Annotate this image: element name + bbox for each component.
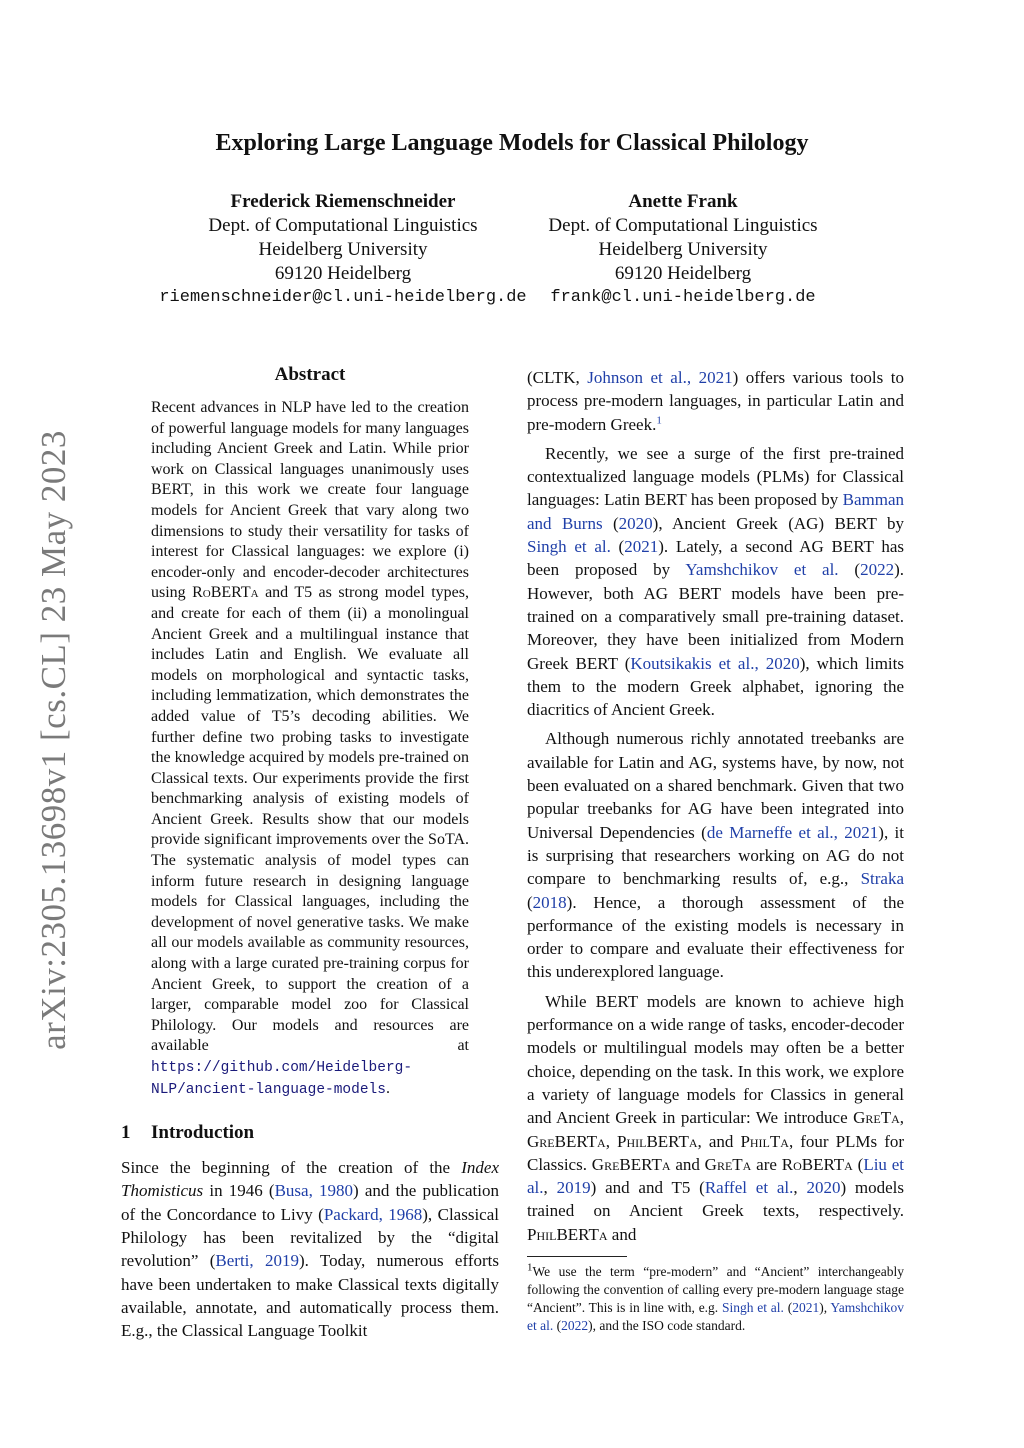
model-name: RoBERTa: [192, 584, 259, 602]
citation-year[interactable]: 2018: [532, 892, 567, 912]
text: are: [756, 1154, 777, 1174]
model-name: GrεTa: [853, 1108, 900, 1128]
text: We use the term “pre-modern” and “Ancient” interchangeably following the convention of calling every pre-modern language stage “Ancient”. This is in line with, e.g.: [527, 1263, 904, 1315]
citation-year[interactable]: 2022: [860, 560, 895, 580]
text: in 1946 (: [209, 1181, 275, 1201]
author-name: Anette Frank: [628, 191, 738, 212]
model-name: PhilBERTa: [527, 1224, 608, 1244]
section-title-text: Introduction: [151, 1122, 255, 1144]
intro-paragraph-1-continued: [527, 366, 904, 436]
citation-year[interactable]: 2022: [561, 1317, 589, 1333]
abstract-text: Recent advances in NLP have led to the creation of powerful language models for many languages including Ancient Greek and Latin. While prior work on Classical languages unanimously uses BERT, in this work we create four language models for Ancient Greek that vary along two dimensions to study their versatility for tasks of interest for Classical languages: we explore (i) encoder-only and encoder-decoder architectures using: [151, 399, 469, 602]
text: ) and the publication of the Concordance to Livy (: [121, 1181, 499, 1224]
model-name: PhilBERTa: [617, 1131, 698, 1151]
citation-link[interactable]: Raffel et al.: [704, 1178, 794, 1198]
author-name: Frederick Riemenschneider: [230, 191, 456, 212]
footnote-number: 1: [527, 1261, 533, 1274]
text: ). However, both AG BERT models have been pre-trained on a comparatively small pre-training dataset. Moreover, they have been initialized from Modern Greek BERT (: [527, 560, 904, 673]
left-column: [121, 364, 499, 1343]
citation-link[interactable]: Johnson et al., 2021: [587, 368, 733, 387]
citation-link[interactable]: de Marneffe et al., 2021: [706, 822, 879, 842]
text: ) models trained on Ancient Greek texts, respectively.: [527, 1178, 905, 1221]
model-name: GrεTa: [704, 1154, 752, 1174]
text: ), which limits them to the modern Greek alphabet, ignoring the diacritics of Ancient Greek.: [527, 653, 904, 720]
section-heading: [121, 1122, 499, 1144]
text: ), it is surprising that researchers working on AG do not compare to benchmarking results of, e.g.,: [527, 822, 904, 889]
model-name: PhilTa: [740, 1131, 789, 1151]
intro-paragraph-3: Although numerous richly annotated treebanks are available for Latin and AG, systems have, by now, not been evaluated on a shared benchmark. Given that two popular treebanks for AG have been integrated into Universal Dependencies (de Marneffe et al., 2021), it is surprising that researchers working on AG do not compare to benchmarking results of, e.g., Straka (2018). Hence, a thorough assessment of the performance of the existing models is necessary in order to compare and evaluate their effectiveness for this underexplored language.: [527, 729, 905, 982]
author-univ: Heidelberg University: [258, 239, 428, 260]
author-email[interactable]: frank@cl.uni-heidelberg.de: [550, 288, 816, 307]
text: four PLMs for Classics.: [527, 1131, 905, 1174]
italic-term: Index Thomisticus: [121, 1158, 499, 1201]
intro-paragraph-2: Recently, we see a surge of the first pre-trained contextualized language models (PLMs) for Classical languages: Latin BERT has been proposed by Bamman and Burns (2020), Ancient Greek (AG) BERT by Singh et al. (2021). Lately, a second AG BERT has been proposed by Yamshchikov et al. (2022). However, both AG BERT models have been pre-trained on a comparatively small pre-training dataset. Moreover, they have been initialized from Modern Greek BERT (Koutsikakis et al., 2020), which limits them to the modern Greek alphabet, ignoring the diacritics of Ancient Greek.: [527, 443, 904, 720]
citation-link[interactable]: Liu et al.: [527, 1154, 905, 1198]
text: (CLTK,: [527, 368, 580, 387]
author-block-2: [530, 190, 836, 310]
footnote-marker[interactable]: 1: [656, 413, 662, 426]
arxiv-identifier-text: arXiv:2305.13698v1 [cs.CL] 23 May 2023: [34, 430, 74, 1050]
text: and: [708, 1131, 734, 1151]
author-dept: Dept. of Computational Linguistics: [548, 215, 818, 236]
model-name: GrεBERTa: [527, 1131, 606, 1151]
section-number: 1: [121, 1122, 131, 1144]
citation-link[interactable]: Singh et al.: [721, 1299, 784, 1315]
author-univ: Heidelberg University: [598, 239, 768, 260]
author-city: 69120 Heidelberg: [274, 263, 412, 284]
abstract-text: and T5 as strong model types, and create for each of them (ii) a monolingual Ancient Greek and a multilingual instance that includes Latin and English. We evaluate all models on morphological and syntactic tasks, including lemmatization, which demonstrates the added value of T5’s decoding abilities. We further define two probing tasks to investigate the knowledge acquired by models pre-trained on Classical texts. Our experiments provide the first benchmarking analysis of existing models of Ancient Greek. Results show that our models provide significant improvements over the SoTA. The systematic analysis of model types can inform future research in designing language models for Classical languages, including the development of novel generative tasks. We make all our models available as community resources, along with a large curated pre-training corpus for Ancient Greek, to support the creation of a larger, comparable model zoo for Classical Philology. Our models and resources are available at: [151, 584, 470, 1055]
citation-year[interactable]: 2020: [618, 513, 653, 533]
footnote-divider: [527, 1256, 627, 1257]
citation-link[interactable]: Packard, 1968: [323, 1204, 423, 1224]
text: Although numerous richly annotated treebanks are available for Latin and AG, systems have, by now, not been evaluated on a shared benchmark. Given that two popular treebanks for AG have been integrated into Universal Dependencies (: [527, 729, 904, 842]
text: While BERT models are known to achieve high performance on a wide range of tasks, encoder-decoder models or multilingual models may often be a better choice, depending on the task. In this work, we explore a variety of language models for Classics in general and Ancient Greek in particular: We introduce: [527, 991, 904, 1128]
author-email[interactable]: riemenschneider@cl.uni-heidelberg.de: [159, 288, 527, 307]
text: and: [611, 1224, 637, 1244]
intro-paragraph-1: [121, 1156, 499, 1342]
author-city: 69120 Heidelberg: [614, 263, 752, 284]
text: ), Ancient Greek (AG) BERT by: [652, 513, 904, 533]
footnote: $^1$We use the term “pre-modern” and “Ancient” interchangeably following the convention of calling every pre-modern language stage “Ancient”. This is in line with, e.g. Singh et al. (2021), Yamshchikov et al. (2022), and the ISO code standard.: [527, 1261, 905, 1333]
abstract-heading: Abstract: [274, 364, 346, 385]
model-name: RoBERTa: [781, 1154, 853, 1174]
arxiv-identifier: [14, 420, 94, 1060]
citation-year[interactable]: 2021: [792, 1299, 820, 1315]
text: and: [675, 1154, 700, 1174]
citation-link[interactable]: Koutsikakis et al., 2020: [630, 653, 800, 673]
citation-year[interactable]: 2021: [624, 537, 659, 557]
text: Recently, we see a surge of the first pre-trained contextualized language models (PLMs) for Classical languages: Latin BERT has been proposed by: [527, 443, 904, 510]
text: ) offers various tools to process pre-modern languages, in particular Latin and pre-modern Greek.: [527, 368, 904, 434]
right-column: [527, 366, 904, 1335]
paper-title: Exploring Large Language Models for Classical Philology: [215, 130, 809, 156]
citation-year[interactable]: 2019: [556, 1178, 591, 1198]
abstract-body: [151, 398, 469, 1100]
model-name: GrεBERTa: [591, 1154, 671, 1174]
text: ). Lately, a second AG BERT has been proposed by: [527, 537, 904, 580]
text: ). Hence, a thorough assessment of the performance of the existing models is necessary in order to compare and evaluate their effectiveness for this underexplored language.: [527, 892, 904, 982]
citation-link[interactable]: Bamman and Burns: [527, 490, 904, 533]
citation-link[interactable]: Singh et al.: [527, 537, 611, 557]
citation-year[interactable]: 2020: [806, 1178, 841, 1198]
author-dept: Dept. of Computational Linguistics: [208, 215, 478, 236]
text: and T5 (: [638, 1178, 705, 1198]
author-block-1: [150, 190, 536, 310]
citation-link[interactable]: Busa, 1980: [274, 1181, 354, 1201]
text: ). Today, numerous efforts have been undertaken to make Classical texts digitally available, annotate, and automatically process them. E.g., the Classical Language Toolkit: [121, 1251, 499, 1341]
citation-link[interactable]: Yamshchikov et al.: [527, 1299, 905, 1333]
citation-link[interactable]: Yamshchikov et al.: [685, 560, 839, 580]
text: Since the beginning of the creation of the: [121, 1158, 451, 1178]
citation-link[interactable]: Berti, 2019: [215, 1251, 299, 1271]
abstract-period: .: [385, 1079, 390, 1097]
text: and: [605, 1178, 630, 1198]
text: ), Classical Philology has been revitalized by the “digital revolution” (: [121, 1204, 499, 1271]
text: ), and the ISO code standard.: [588, 1317, 746, 1333]
intro-paragraph-4: While BERT models are known to achieve high performance on a wide range of tasks, encoder-decoder models or multilingual models may often be a better choice, depending on the task. In this work, we explore a variety of language models for Classics in general and Ancient Greek in particular: We introduce GrεTa, GrεBERTa, PhilBERTa, and PhilTa, four PLMs for Classics. GrεBERTa and GrεTa are RoBERTa (Liu et al., 2019) and and T5 (Raffel et al., 2020) models trained on Ancient Greek texts, respectively. PhilBERTa and: [527, 991, 905, 1244]
citation-link[interactable]: Straka: [860, 869, 905, 889]
repository-link[interactable]: https://github.com/Heidelberg-NLP/ancient-language-models: [151, 1060, 413, 1098]
